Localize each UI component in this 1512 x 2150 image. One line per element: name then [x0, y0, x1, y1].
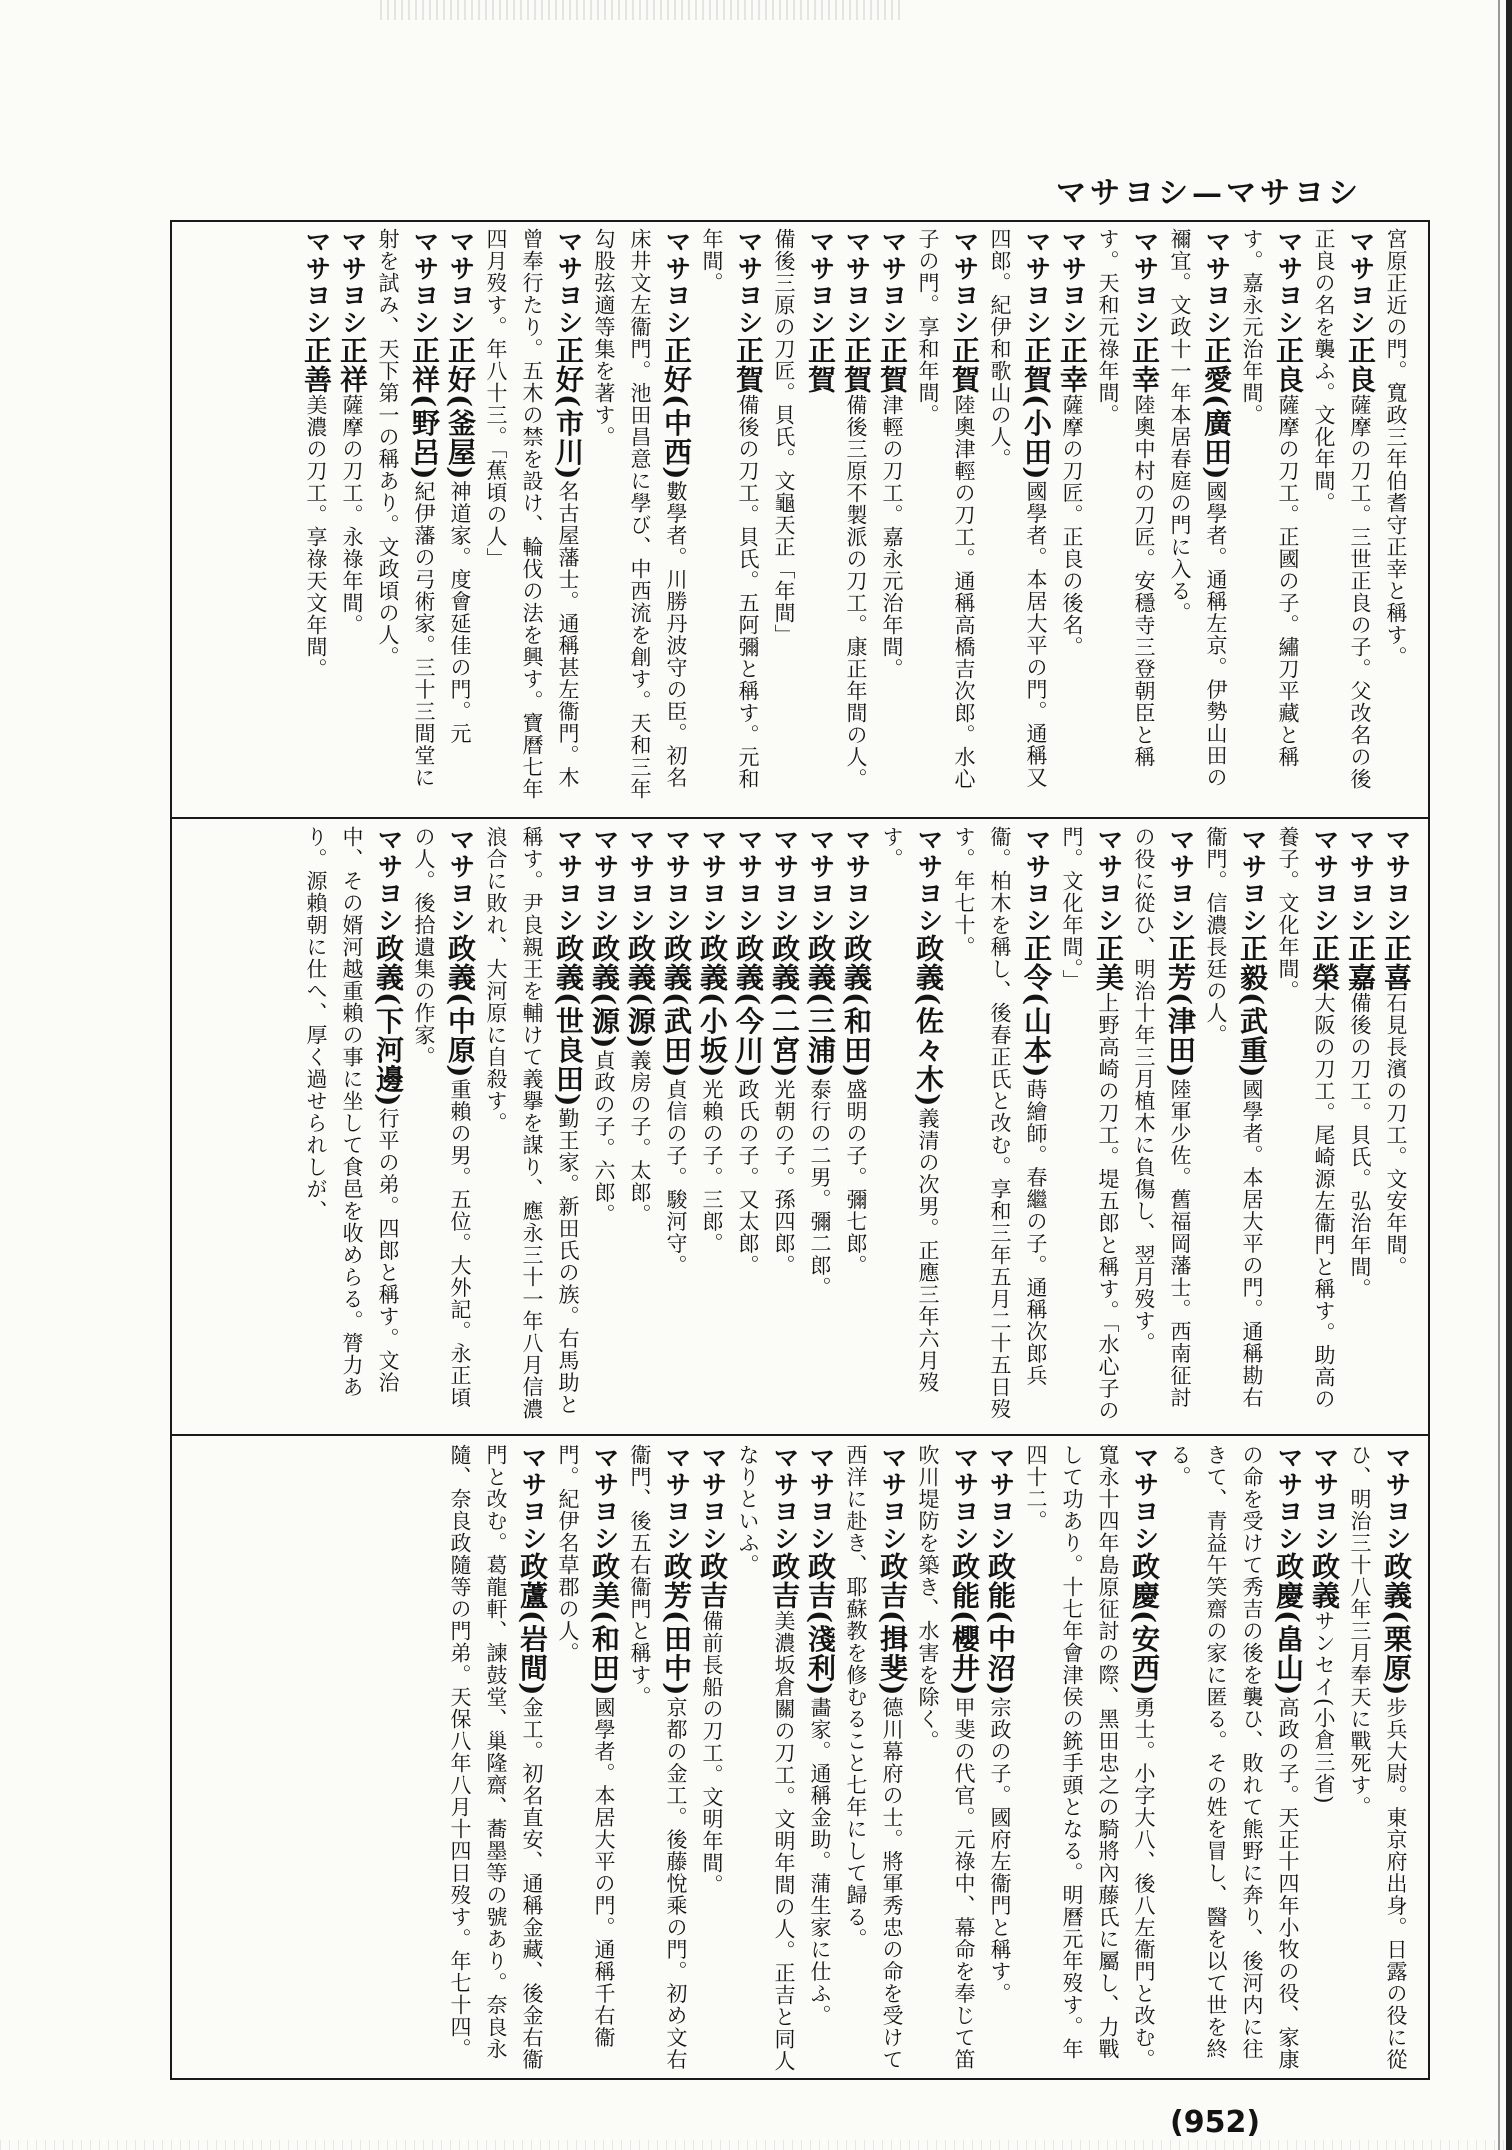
entry-name: 正賀 [876, 336, 909, 394]
entry-reading: マサヨシ [445, 826, 475, 934]
entry-reading: マサヨシ [733, 228, 763, 336]
entry-reading: マサヨシ [805, 826, 835, 934]
entry-reading: マサヨシ [517, 1444, 547, 1552]
entry-description: 勤王家。新田氏の族。右馬助と稱す。尹良親王を輔けて義擧を謀り、應永三十一年八月信濃浪合に敗れ、大河原に自殺す。 [484, 826, 580, 1420]
middle-band [186, 826, 1414, 1426]
entry-name: 正賀 [840, 336, 873, 394]
entry-reading: マサヨシ [553, 228, 583, 336]
entry-description: 畵家。通稱金助。蒲生家に仕ふ。 [808, 1696, 832, 2027]
lower-band [186, 1444, 1414, 2074]
entry-reading: マサヨシ [733, 826, 763, 934]
dictionary-entry [370, 228, 442, 808]
dictionary-entry [838, 228, 874, 808]
dictionary-entry [946, 826, 1054, 1426]
dictionary-entry [694, 1444, 730, 2074]
entry-description: 甲斐の代官。元祿中、幕命を奉じて笛吹川堤防を築き、水害を除く。 [916, 1444, 976, 2071]
entry-reading: マサヨシ [625, 826, 655, 934]
dictionary-entry [838, 1444, 910, 2074]
entry-name: 政義(今川) [732, 934, 765, 1079]
entry-name: 政蘆(岩間) [516, 1552, 549, 1697]
entry-name: 正芳(津田) [1164, 934, 1197, 1079]
entry-name: 政美(和田) [588, 1552, 621, 1697]
dictionary-entry [838, 826, 874, 1426]
entry-description: 光賴の子。三郎。 [700, 1078, 724, 1255]
dictionary-entry [1162, 228, 1234, 808]
dictionary-entry [478, 826, 586, 1426]
entry-reading: マサヨシ [661, 826, 691, 934]
dictionary-entry [1378, 228, 1414, 808]
entry-reading: マサヨシ [949, 228, 979, 336]
entry-name: 政慶(畠山) [1272, 1552, 1305, 1697]
entry-description: 高政の子。天正十四年小牧の役、家康の命を受けて秀吉の後を襲ひ、敗れて熊野に奔り、後河内に往きて、青益午笑齋の家に匿る。その姓を冒し、醫を以て世を終る。 [1168, 1444, 1300, 2071]
entry-reading: マサヨシ [301, 228, 331, 336]
entry-name: 正嘉 [1344, 934, 1377, 992]
entry-reading: マサヨシ [1381, 1444, 1411, 1552]
entry-description: 美濃坂倉關の刀工。文明年間の人。正吉と同人なりといふ。 [736, 1444, 796, 2072]
entry-description: 國學者。本居大平の門。通稱千右衞門。紀伊名草郡の人。 [556, 1444, 616, 2049]
entry-name: 政吉(揖斐) [876, 1552, 909, 1697]
entry-column-group [298, 228, 1414, 808]
dictionary-entry [1054, 228, 1090, 808]
entry-reading: マサヨシ [589, 1444, 619, 1552]
dictionary-entry [874, 228, 910, 808]
entry-description: 宮原正近の門。寬政三年伯耆守正幸と稱す。 [1384, 228, 1408, 668]
dictionary-entry [1018, 1444, 1162, 2074]
entry-reading: マサヨシ [1237, 826, 1267, 934]
entry-description: 盛明の子。彌七郎。 [844, 1078, 868, 1277]
entry-reading: マサヨシ [1273, 228, 1303, 336]
entry-description: サンセイ(小倉三省) [1312, 1610, 1336, 1805]
dictionary-entry [298, 228, 334, 808]
entry-name: 政慶(安西) [1128, 1552, 1161, 1697]
entry-reading: マサヨシ [805, 1444, 835, 1552]
entry-name: 政義(下河邊) [372, 934, 405, 1108]
entry-reading: マサヨシ [1057, 228, 1087, 336]
dictionary-entry [550, 1444, 622, 2074]
dictionary-entry [1306, 228, 1378, 808]
entry-description: 陸軍少佐。舊福岡藩士。西南征討の役に從ひ、明治十年三月植木に負傷し、翌月歿す。 [1132, 826, 1192, 1409]
entry-name: 正祥 [336, 336, 369, 394]
entry-name: 政義(三浦) [804, 934, 837, 1079]
entry-description: 泰行の二男。彌二郎。 [808, 1078, 832, 1299]
entry-name: 政能(櫻井) [948, 1552, 981, 1697]
entry-reading: マサヨシ [1021, 228, 1051, 336]
entry-reading: マサヨシ [769, 1444, 799, 1552]
entry-name: 正賀 [732, 336, 765, 394]
entry-description: 備前長船の刀工。文明年間。 [700, 1610, 724, 1896]
dictionary-entry [298, 826, 406, 1426]
entry-name: 正好(市川) [552, 336, 585, 481]
entry-description: 陸奧津輕の刀工。通稱高橋吉次郎。水心子の門。享和年間。 [916, 228, 976, 790]
dictionary-entry [766, 826, 802, 1426]
entry-description: 國學者。本居大平の門。通稱又四郎。紀伊和歌山の人。 [988, 228, 1048, 789]
entry-reading: マサヨシ [697, 1444, 727, 1552]
entry-description: 上野高崎の刀工。堤五郎と稱す。「水心子の門。文化年間。」 [1060, 826, 1120, 1422]
entry-description: 義清の次男。正應三年六月歿す。 [880, 826, 940, 1394]
dictionary-entry [658, 826, 694, 1426]
scan-noise-top [380, 0, 900, 20]
dictionary-entry [694, 228, 766, 808]
entry-name: 正幸 [1128, 336, 1161, 394]
entry-reading: マサヨシ [805, 228, 835, 336]
entry-name: 政義(佐々木) [912, 934, 945, 1108]
entry-reading: マサヨシ [661, 1444, 691, 1552]
entry-reading: マサヨシ [697, 826, 727, 934]
entry-name: 政能(中沼) [984, 1552, 1017, 1697]
entry-description: 名古屋藩士。通稱甚左衞門。木曾奉行たり。五木の禁を設け、輪伐の法を興す。寶曆七年四月歿す。年八十三。「蕉頃の人」 [484, 228, 580, 800]
entry-description: 勇士。小字大八、後八左衞門と改む。寬永十四年島原征討の際、黑田忠之の騎將內藤氏に屬し、力戰して功あり。十七年會津侯の銃手頭となる。明曆元年歿す。年四十二。 [1024, 1444, 1156, 2071]
dictionary-entry [406, 826, 478, 1426]
entry-reading: マサヨシ [409, 228, 439, 336]
dictionary-entry [982, 228, 1054, 808]
entry-name: 政芳(田中) [660, 1552, 693, 1697]
entry-description: 陸奧中村の刀匠。安穩寺三登朝臣と稱す。天和元祿年間。 [1096, 228, 1156, 768]
dictionary-entry [910, 1444, 982, 2074]
entry-description: 國學者。本居大平の門。通稱勘右衞門。信濃長廷の人。 [1204, 826, 1264, 1409]
dictionary-entry [334, 228, 370, 808]
entry-reading: マサヨシ [841, 228, 871, 336]
entry-description: 宗政の子。國府左衞門と稱す。 [988, 1696, 1012, 2005]
dictionary-entry [1054, 826, 1126, 1426]
entry-description: 政氏の子。又太郎。 [736, 1078, 760, 1277]
entry-column-group [298, 826, 1414, 1426]
entry-reading: マサヨシ [1381, 826, 1411, 934]
entry-name: 政義 [1308, 1552, 1341, 1610]
entry-reading: マサヨシ [1273, 1444, 1303, 1552]
entry-name: 正喜 [1380, 934, 1413, 992]
entry-name: 正好(釜屋) [444, 336, 477, 481]
page-edge-shadow [1498, 0, 1500, 2150]
entry-name: 政義(栗原) [1380, 1552, 1413, 1697]
entry-name: 政義(小坂) [696, 934, 729, 1079]
entry-name: 正良 [1272, 336, 1305, 394]
page-number: (952) [1170, 2105, 1261, 2140]
scan-noise-bottom [0, 2140, 1512, 2150]
dictionary-entry [622, 826, 658, 1426]
entry-description: 國學者。通稱左京。伊勢山田の禰宜。文政十一年本居春庭の門に入る。 [1168, 228, 1228, 789]
entry-name: 政吉(淺利) [804, 1552, 837, 1697]
entry-name: 正賀 [804, 336, 837, 394]
entry-reading: マサヨシ [373, 826, 403, 934]
entry-description: 備後の刀工。貝氏。弘治年間。 [1348, 992, 1372, 1300]
entry-reading: マサヨシ [1129, 228, 1159, 336]
entry-reading: マサヨシ [1093, 826, 1123, 934]
page-edge [1506, 0, 1512, 2150]
dictionary-entry [1126, 826, 1198, 1426]
entry-description: 義房の子。太郎。 [628, 1049, 652, 1226]
entry-description: 津輕の刀工。嘉永元治年間。 [880, 394, 904, 680]
dictionary-entry [442, 1444, 550, 2074]
entry-reading: マサヨシ [589, 826, 619, 934]
entry-reading: マサヨシ [445, 228, 475, 336]
entry-description: 薩摩の刀工。永祿年間。 [340, 394, 364, 636]
dictionary-entry [478, 228, 586, 808]
entry-description: 薩摩の刀工。三世正良の子。父改名の後正良の名を襲ふ。文化年間。 [1312, 228, 1372, 790]
entry-description: 京都の金工。後藤悅乘の門。初め文右衞門、後五右衞門と稱す。 [628, 1444, 688, 2071]
entry-description: 貞政の子。六郎。 [592, 1049, 616, 1226]
entry-name: 政義(武田) [660, 934, 693, 1079]
band-divider-1 [172, 817, 1428, 819]
dictionary-entry [694, 826, 730, 1426]
entry-name: 政義(世良田) [552, 934, 585, 1108]
entry-description: 步兵大尉。東京府出身。日露の役に從ひ、明治三十八年三月奉天に戰死す。 [1348, 1444, 1408, 2071]
entry-description: 德川幕府の士。將軍秀忠の命を受けて西洋に赴き、耶蘇教を修むること七年にして歸る。 [844, 1444, 904, 2071]
entry-name: 政義(中原) [444, 934, 477, 1079]
entry-reading: マサヨシ [877, 228, 907, 336]
entry-reading: マサヨシ [985, 1444, 1015, 1552]
dictionary-entry [1342, 1444, 1414, 2074]
entry-reading: マサヨシ [769, 826, 799, 934]
entry-column-group [442, 1444, 1414, 2074]
entry-name: 正祥(野呂) [408, 336, 441, 481]
dictionary-entry [586, 826, 622, 1426]
entry-reading: マサヨシ [1201, 228, 1231, 336]
entry-description: 薩摩の刀匠。正良の後名。 [1060, 394, 1084, 658]
entry-name: 政吉 [696, 1552, 729, 1610]
dictionary-entry [802, 826, 838, 1426]
dictionary-entry [730, 826, 766, 1426]
text-frame [170, 220, 1430, 2080]
dictionary-entry [730, 1444, 802, 2074]
dictionary-entry [1198, 826, 1270, 1426]
entry-name: 正好(中西) [660, 336, 693, 481]
entry-name: 政吉 [768, 1552, 801, 1610]
dictionary-entry [1234, 228, 1306, 808]
entry-reading: マサヨシ [1345, 228, 1375, 336]
entry-description: 備後三原の刀匠。貝氏。文龜天正「年間」 [772, 228, 796, 646]
entry-name: 正良 [1344, 336, 1377, 394]
dictionary-entry [874, 826, 946, 1426]
entry-description: 薩摩の刀工。正國の子。繡刀平藏と稱す。嘉永元治年間。 [1240, 228, 1300, 768]
entry-description: 光朝の子。孫四郎。 [772, 1078, 796, 1277]
dictionary-entry [586, 228, 694, 808]
entry-name: 政義(源) [624, 934, 657, 1050]
entry-name: 正幸 [1056, 336, 1089, 394]
dictionary-entry [622, 1444, 694, 2074]
entry-description: 數學者。川勝丹波守の臣。初名床井文左衞門。池田昌意に學び、中西流を創す。天和三年勾股弦適等集を著す。 [592, 228, 688, 800]
entry-reading: マサヨシ [949, 1444, 979, 1552]
entry-name: 政義(源) [588, 934, 621, 1050]
band-divider-2 [172, 1434, 1428, 1436]
entry-description: 美濃の刀工。享祿天文年間。 [304, 394, 328, 680]
dictionary-entry [1090, 228, 1162, 808]
entry-description: 石見長濱の刀工。文安年間。 [1384, 992, 1408, 1278]
entry-name: 正善 [300, 336, 333, 394]
dictionary-entry [1378, 826, 1414, 1426]
dictionary-entry [442, 228, 478, 808]
dictionary-entry [1162, 1444, 1306, 2074]
entry-name: 正愛(廣田) [1200, 336, 1233, 481]
entry-description: 備後の刀工。貝氏。五阿彌と稱す。元和年間。 [700, 228, 760, 790]
entry-reading: マサヨシ [1345, 826, 1375, 934]
entry-description: 大阪の刀工。尾崎源左衞門と稱す。助高の養子。文化年間。 [1276, 826, 1336, 1410]
entry-name: 政義(二宮) [768, 934, 801, 1079]
entry-name: 正美 [1092, 934, 1125, 992]
dictionary-entry [1306, 1444, 1342, 2074]
entry-reading: マサヨシ [1129, 1444, 1159, 1552]
running-head: マサヨシ—マサヨシ [1056, 176, 1362, 211]
entry-reading: マサヨシ [1165, 826, 1195, 934]
entry-description: 貞信の子。駿河守。 [664, 1078, 688, 1277]
entry-name: 正賀 [948, 336, 981, 394]
entry-name: 正賀(小田) [1020, 336, 1053, 481]
dictionary-entry [766, 228, 838, 808]
entry-reading: マサヨシ [1309, 1444, 1339, 1552]
upper-band [186, 228, 1414, 808]
entry-description: 備後三原不製派の刀工。康正年間の人。 [844, 394, 868, 790]
entry-description: 重賴の男。五位。大外記。永正頃の人。後拾遺集の作家。 [412, 826, 472, 1409]
dictionary-entry [1270, 826, 1342, 1426]
entry-reading: マサヨシ [1021, 826, 1051, 934]
entry-description: 行平の弟。四郎と稱す。文治中、その婿河越重賴の事に坐して食邑を收めらる。膂力あり。源賴朝に仕へ、厚く過せられしが、 [304, 826, 400, 1398]
dictionary-entry [982, 1444, 1018, 2074]
entry-reading: マサヨシ [913, 826, 943, 934]
entry-reading: マサヨシ [1309, 826, 1339, 934]
dictionary-entry [1342, 826, 1378, 1426]
entry-name: 正令(山本) [1020, 934, 1053, 1079]
entry-reading: マサヨシ [661, 228, 691, 336]
entry-description: 神道家。度會延佳の門。元 [448, 480, 472, 745]
entry-name: 正榮 [1308, 934, 1341, 992]
entry-name: 正毅(武重) [1236, 934, 1269, 1079]
entry-description: 紀伊藩の弓術家。三十三間堂に射を試み、天下第一の稱あり。文政頃の人。 [376, 228, 436, 789]
entry-reading: マサヨシ [877, 1444, 907, 1552]
entry-description: 金工。初名直安、通稱金藏、後金右衞門と改む。葛龍軒、諫鼓堂、巢隆齋、蕎墨等の號あり。奈良永隨、奈良政隨等の門弟。天保八年八月十四日歿す。年七十四。 [448, 1444, 544, 2071]
entry-reading: マサヨシ [841, 826, 871, 934]
entry-description: 蒔繪師。春繼の子。通稱次郎兵衞。柏木を稱し、後春正氏と改む。享和三年五月二十五日歿す。年七十。 [952, 826, 1048, 1420]
entry-reading: マサヨシ [337, 228, 367, 336]
entry-name: 政義(和田) [840, 934, 873, 1079]
dictionary-entry [910, 228, 982, 808]
entry-reading: マサヨシ [553, 826, 583, 934]
dictionary-entry [802, 1444, 838, 2074]
